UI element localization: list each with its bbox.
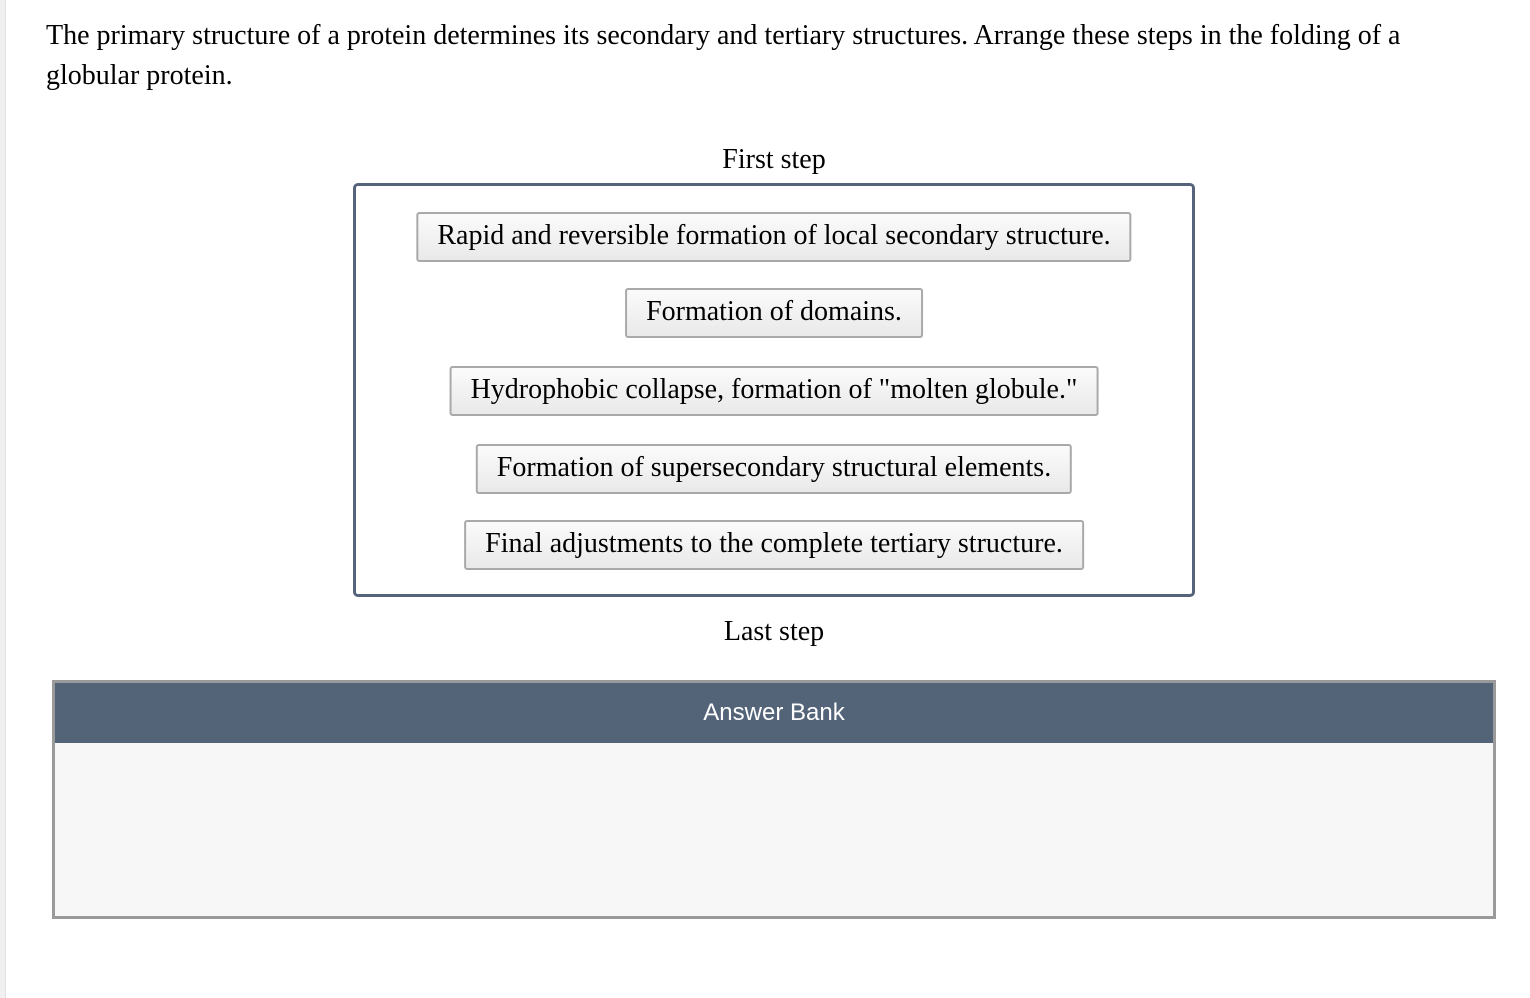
ordering-list — [356, 186, 1192, 594]
ordering-item-supersecondary-elements[interactable]: Formation of supersecondary structural elements. — [476, 444, 1072, 494]
ordering-item-final-adjustments[interactable]: Final adjustments to the complete tertiary structure. — [464, 520, 1084, 570]
answer-bank-drop-area[interactable] — [55, 743, 1493, 916]
ordering-item-local-secondary-structure[interactable]: Rapid and reversible formation of local secondary structure. — [416, 212, 1131, 262]
ordering-item-formation-of-domains[interactable]: Formation of domains. — [625, 288, 923, 338]
ordering-drop-zone[interactable] — [353, 183, 1195, 597]
question-prompt: The primary structure of a protein determines its secondary and tertiary structures. Arrange these steps in the folding of a globular protein. — [46, 20, 1401, 91]
ordering-item-hydrophobic-collapse[interactable]: Hydrophobic collapse, formation of "molten globule." — [450, 366, 1099, 416]
left-edge-strip — [0, 0, 6, 998]
last-step-label: Last step — [723, 616, 825, 647]
answer-bank-header: Answer Bank — [55, 683, 1493, 743]
first-step-label: First step — [722, 144, 826, 175]
answer-bank — [52, 680, 1496, 919]
